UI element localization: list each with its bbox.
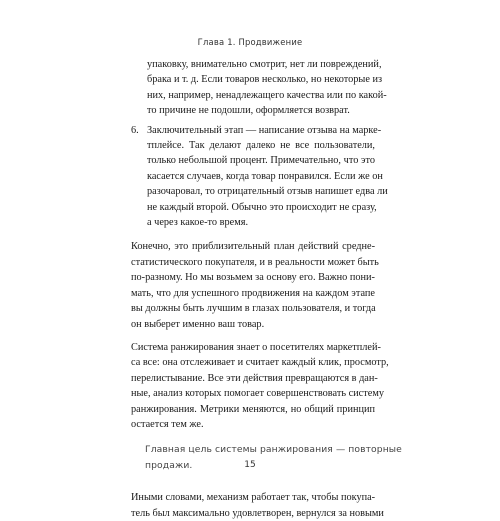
text-line: Иными словами, механизм работает так, чтобы покупа- (131, 492, 376, 504)
text-line: по-разному. Но мы возьмем за основу его. Важно пони- (131, 272, 375, 284)
list-number: 6. (131, 124, 139, 136)
text-line: а через какое-то время. (147, 217, 249, 229)
text-line: упаковку, внимательно смотрит, нет ли повреждений, (147, 59, 382, 70)
text-line: статистического покупателя, и в реальности может быть (131, 256, 379, 268)
text-line: мать, что для успешного продвижения на каждом этапе (131, 287, 375, 299)
text-line: брака и т. д. Если товаров несколько, но некоторые из (147, 74, 383, 86)
text-line: Заключительный этап — написание отзыва на марке- (147, 124, 382, 136)
paragraph (131, 239, 379, 331)
text-line: Главная цель системы ранжирования — повторные (145, 444, 402, 456)
text-line: вы должны быть лучшим в глазах пользователя, и тогда (131, 303, 376, 315)
text-line: них, например, ненадлежащего качества или по какой- (147, 89, 387, 101)
text-line: са все: она отслеживает и считает каждый клик, просмотр, (131, 357, 389, 369)
paragraph (131, 490, 384, 521)
text-line: продажи. (145, 459, 193, 471)
text-line: Система ранжирования знает о посетителях маркетплей- (131, 341, 381, 353)
text-line: только небольшой процент. Примечательно, что это (147, 155, 375, 167)
list-item-6 (131, 123, 388, 231)
text-line: ные, анализ которых помогает совершенствовать систему (131, 388, 384, 400)
text-line: тплейсе. Так делают далеко не все пользователи, (147, 140, 375, 152)
text-line: касается случаев, когда товар понравился. Если же он (147, 170, 383, 182)
text-line: ранжирования. Метрики меняются, но общий принцип (131, 403, 375, 415)
spacer (131, 473, 375, 490)
list-item-continuation (131, 57, 387, 119)
text-line: разочаровал, то отрицательный отзыв напишет едва ли (147, 186, 388, 198)
running-header: Глава 1. Продвижение (197, 37, 303, 47)
body-text (131, 57, 402, 521)
text-line: перелистывание. Все эти действия превращаются в дан- (131, 372, 378, 384)
text-line: остается тем же. (131, 418, 204, 430)
text-line: он выберет именно ваш товар. (131, 318, 265, 330)
text-line: то причине не подошли, оформляется возврат. (147, 105, 350, 117)
text-line: Конечно, это приблизительный план действий средне- (131, 241, 375, 253)
text-line: тель был максимально удовлетворен, вернулся за новыми (131, 507, 384, 519)
paragraph (131, 340, 389, 432)
text-line: не каждый второй. Обычно это происходит не сразу, (147, 201, 377, 213)
page-number: 15 (244, 460, 256, 470)
